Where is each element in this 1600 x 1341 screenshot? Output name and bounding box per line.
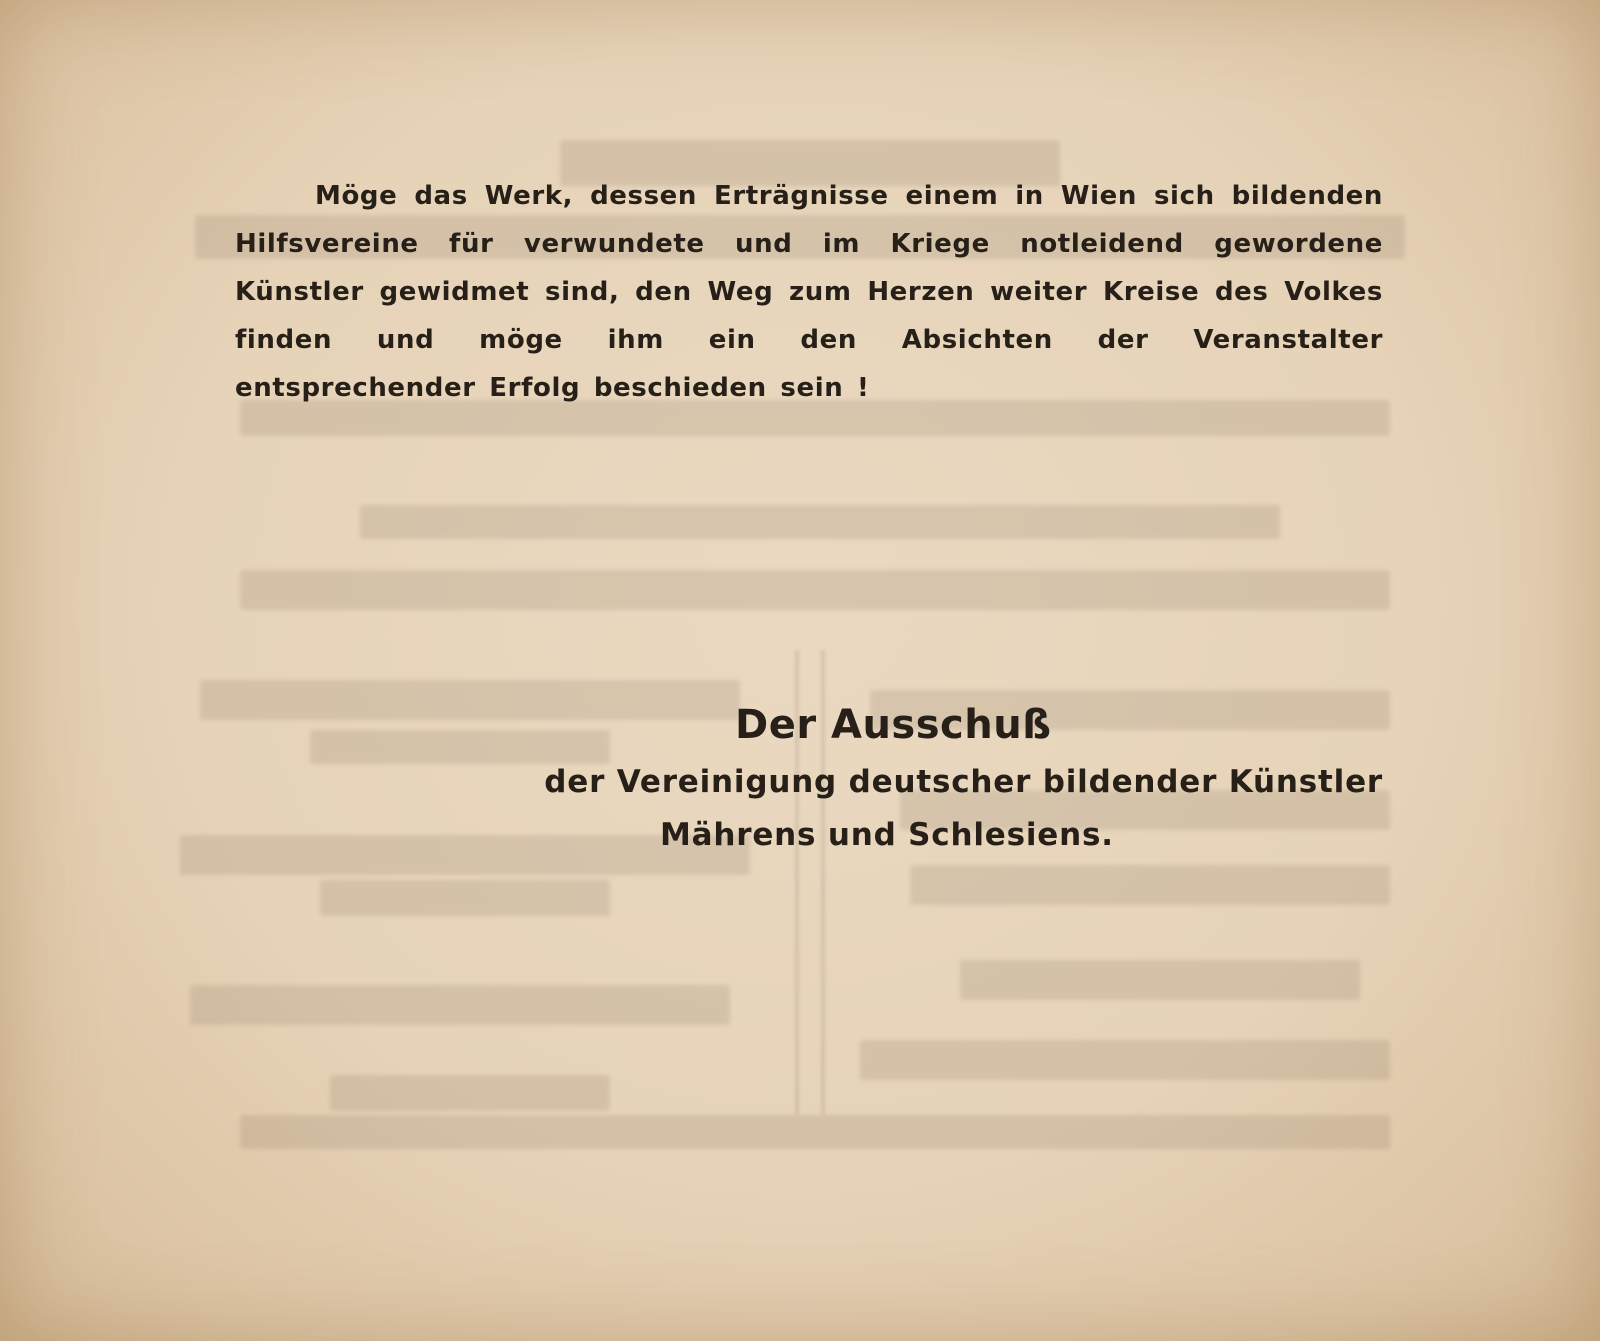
signature-title: Der Ausschuß: [735, 702, 1052, 748]
bleed-mark: [320, 880, 610, 916]
bleed-mark: [960, 960, 1360, 1000]
bleed-mark: [240, 1115, 1390, 1149]
text-block: [235, 172, 1383, 853]
bleed-mark: [240, 570, 1390, 610]
bleed-mark: [860, 1040, 1390, 1080]
dedication-paragraph: Möge das Werk, dessen Erträgnisse einem in Wien sich bildenden Hilfsvereine für verwundete und im Kriege notleidend gewordene Künstler gewidmet sind, den Weg zum Herzen weiter Kreise des Volkes finden und möge ihm ein den Absichten der Veranstalter entsprechender Erfolg beschieden sein !: [235, 181, 1383, 403]
bleed-mark: [910, 865, 1390, 905]
bleed-mark: [360, 505, 1280, 539]
bleed-mark: [310, 730, 610, 764]
signature-organization-line: der Vereinigung deutscher bildender Künstler: [544, 764, 1383, 800]
signature-region-line: Mährens und Schlesiens.: [660, 817, 1114, 853]
bleed-mark: [330, 1075, 610, 1111]
bleed-mark: [200, 680, 740, 720]
bleed-mark: [190, 985, 730, 1025]
